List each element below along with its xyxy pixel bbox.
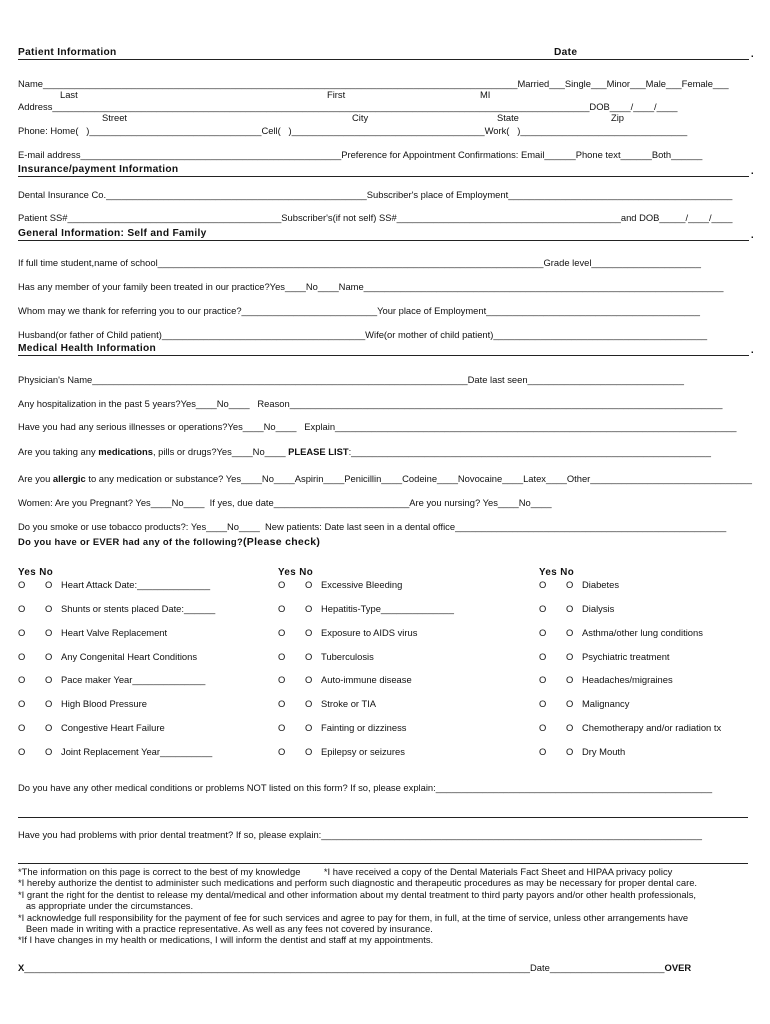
- condition-label: Excessive Bleeding: [321, 579, 403, 590]
- phone-field[interactable]: Phone: Home( )_________________________________Cell( )_____________________________________Work( )________________________________: [18, 125, 688, 136]
- condition-row: [278, 627, 417, 639]
- general-line-2[interactable]: Has any member of your family been treated in our practice?Yes____No____Name_____________________________________________________________________: [18, 281, 724, 292]
- no-radio[interactable]: O: [305, 674, 313, 685]
- other-conditions-line[interactable]: Do you have any other medical conditions or problems NOT listed on this form? If so, please explain:_____________________________________________________: [18, 782, 713, 793]
- general-header: General Information: Self and Family .: [18, 228, 754, 241]
- condition-row: [278, 746, 405, 758]
- yes-radio[interactable]: O: [539, 603, 547, 614]
- condition-label: Exposure to AIDS virus: [321, 627, 418, 638]
- condition-label: Any Congenital Heart Conditions: [61, 651, 198, 662]
- condition-label: High Blood Pressure: [61, 698, 147, 709]
- condition-row: [18, 698, 147, 710]
- condition-label: Stroke or TIA: [321, 698, 377, 709]
- insurance-line-1[interactable]: Dental Insurance Co.__________________________________________________Subscriber's place of Employment___________________________________________: [18, 189, 733, 200]
- yes-radio[interactable]: O: [18, 722, 26, 733]
- condition-row: [18, 722, 165, 734]
- condition-row: [18, 746, 212, 758]
- no-radio[interactable]: O: [566, 746, 574, 757]
- note-5: *I acknowledge full responsibility for the payment of fee for such services and agree to pay for them, in full, at the time of service, unless other arrangements have: [18, 911, 689, 923]
- section-title-patient: Patient Information: [18, 47, 117, 58]
- no-radio[interactable]: O: [45, 579, 53, 590]
- condition-row: [18, 627, 167, 639]
- col3-yes-no-header: Yes No: [539, 567, 575, 578]
- condition-label: Auto-immune disease: [321, 674, 412, 685]
- yes-radio[interactable]: O: [539, 746, 547, 757]
- note-2: *I hereby authorize the dentist to administer such medications and perform such diagnostic and therapeutic procedures as may be necessary for proper dental care.: [18, 877, 698, 889]
- section-title-medical: Medical Health Information: [18, 343, 156, 354]
- condition-label: Heart Valve Replacement: [61, 627, 168, 638]
- yes-radio[interactable]: O: [18, 698, 26, 709]
- no-radio[interactable]: O: [305, 627, 313, 638]
- no-radio[interactable]: O: [45, 698, 53, 709]
- no-radio[interactable]: O: [305, 603, 313, 614]
- condition-row: [539, 722, 721, 734]
- condition-row: [18, 674, 205, 686]
- condition-label: Joint Replacement Year__________: [61, 746, 213, 757]
- insurance-line-2[interactable]: Patient SS#_________________________________________Subscriber's(if not self) SS#___________________________________________and DOB_____/____/____: [18, 212, 733, 223]
- general-line-3[interactable]: Whom may we thank for referring you to our practice?__________________________Your place of Employment_________________________________________: [18, 305, 700, 316]
- yes-radio[interactable]: O: [278, 579, 286, 590]
- condition-label: Malignancy: [582, 698, 630, 709]
- condition-label: Congestive Heart Failure: [61, 722, 165, 733]
- medical-line-4[interactable]: Are you taking any medications, pills or drugs?Yes____No____ PLEASE LIST:_____________________________________________________________________: [18, 446, 711, 457]
- over-label: OVER: [664, 962, 692, 973]
- condition-row: [539, 674, 673, 686]
- condition-label: Pace maker Year______________: [61, 674, 206, 685]
- yes-radio[interactable]: O: [539, 674, 547, 685]
- no-radio[interactable]: O: [45, 603, 53, 614]
- no-radio[interactable]: O: [305, 722, 313, 733]
- yes-radio[interactable]: O: [539, 627, 547, 638]
- sub-first: First: [327, 89, 346, 100]
- date-label: Date: [554, 47, 578, 58]
- medical-header: Medical Health Information .: [18, 343, 754, 356]
- yes-radio[interactable]: O: [539, 698, 547, 709]
- signature-x: X: [18, 962, 25, 973]
- note-7: *If I have changes in my health or medications, I will inform the dentist and staff at my appointments.: [18, 934, 434, 946]
- condition-row: [278, 674, 412, 686]
- sub-zip: Zip: [611, 112, 625, 123]
- no-radio[interactable]: O: [45, 674, 53, 685]
- condition-label: Psychiatric treatment: [582, 651, 670, 662]
- note-3: *I grant the right for the dentist to release my dental/medical and other information about my dental treatment to third party payors and/or other health professionals,: [18, 888, 696, 900]
- no-radio[interactable]: O: [305, 698, 313, 709]
- condition-label: Headaches/migraines: [582, 674, 673, 685]
- condition-row: [539, 603, 614, 615]
- condition-row: [18, 651, 197, 663]
- signature-date-rule: _________________________________________________________________________________________________Date______________________: [24, 962, 665, 973]
- sub-city: City: [352, 112, 369, 123]
- condition-row: [539, 579, 619, 591]
- yes-radio[interactable]: O: [18, 651, 26, 662]
- note-4: as appropriate under the circumstances.: [18, 900, 194, 912]
- medical-line-6[interactable]: Women: Are you Pregnant? Yes____No____ If yes, due date__________________________Are you nursing? Yes____No____: [18, 497, 552, 508]
- condition-row: [278, 603, 454, 615]
- yes-radio[interactable]: O: [18, 627, 26, 638]
- yes-radio[interactable]: O: [278, 746, 286, 757]
- no-radio[interactable]: O: [566, 627, 574, 638]
- condition-row: [539, 746, 625, 758]
- yes-radio[interactable]: O: [18, 674, 26, 685]
- yes-radio[interactable]: O: [18, 579, 26, 590]
- condition-row: [539, 627, 703, 639]
- name-field[interactable]: Name___________________________________________________________________________________________Married___Single___Minor___Male___Female___: [18, 78, 729, 89]
- patient-info-header: Patient Information Date .: [18, 47, 754, 60]
- note-6: Been made in writing with a practice representative. As well as any fees not covered by insurance.: [18, 923, 433, 935]
- section-title-general: General Information: Self and Family: [18, 228, 207, 239]
- condition-label: Epilepsy or seizures: [321, 746, 405, 757]
- medical-line-3[interactable]: Have you had any serious illnesses or operations?Yes____No____ Explain_____________________________________________________________________________: [18, 421, 737, 432]
- yes-radio[interactable]: O: [539, 651, 547, 662]
- no-radio[interactable]: O: [45, 627, 53, 638]
- address-field[interactable]: Address_______________________________________________________________________________________________________DOB____/____/____: [18, 101, 678, 112]
- condition-label: Fainting or dizziness: [321, 722, 407, 733]
- col2-yes-no-header: Yes No: [278, 567, 314, 578]
- medical-line-7[interactable]: Do you smoke or use tobacco products?: Yes____No____ New patients: Date last seen in a dental office____________________________________________________: [18, 521, 727, 532]
- medical-line-5[interactable]: Are you allergic to any medication or substance? Yes____No____Aspirin____Penicillin____Codeine____Novocaine____Latex____Other_______________________________: [18, 473, 752, 484]
- condition-label: Hepatitis-Type______________: [321, 603, 454, 614]
- yes-radio[interactable]: O: [278, 603, 286, 614]
- yes-radio[interactable]: O: [278, 698, 286, 709]
- no-radio[interactable]: O: [566, 722, 574, 733]
- condition-label: Chemotherapy and/or radiation tx: [582, 722, 722, 733]
- no-radio[interactable]: O: [45, 651, 53, 662]
- consent-notes: [18, 866, 758, 946]
- no-radio[interactable]: O: [566, 603, 574, 614]
- no-radio[interactable]: O: [305, 651, 313, 662]
- condition-label: Dry Mouth: [582, 746, 626, 757]
- condition-label: Asthma/other lung conditions: [582, 627, 703, 638]
- condition-row: [18, 579, 210, 591]
- signature-line[interactable]: [18, 962, 752, 974]
- blank-line-1[interactable]: [18, 806, 748, 818]
- medical-line-2[interactable]: Any hospitalization in the past 5 years?Yes____No____ Reason___________________________________________________________________________________: [18, 398, 723, 409]
- yes-radio[interactable]: O: [278, 627, 286, 638]
- note-1: *The information on this page is correct to the best of my knowledge *I have received a copy of the Dental Materials Fact Sheet and HIPAA privacy policy: [18, 866, 673, 877]
- blank-line-2[interactable]: [18, 852, 748, 864]
- section-title-insurance: Insurance/payment Information: [18, 164, 179, 175]
- sub-last: Last: [60, 89, 78, 100]
- condition-row: [278, 579, 402, 591]
- yes-radio[interactable]: O: [539, 579, 547, 590]
- condition-label: Shunts or stents placed Date:______: [61, 603, 216, 614]
- general-line-4[interactable]: Husband(or father of Child patient)_______________________________________Wife(or mother of child patient)_________________________________________: [18, 329, 708, 340]
- prior-treatment-line[interactable]: Have you had problems with prior dental treatment? If so, please explain:_________________________________________________________________________: [18, 829, 702, 840]
- sub-street: Street: [102, 112, 128, 123]
- no-radio[interactable]: O: [45, 722, 53, 733]
- sub-state: State: [497, 112, 519, 123]
- yes-radio[interactable]: O: [278, 722, 286, 733]
- condition-label: Tuberculosis: [321, 651, 374, 662]
- no-radio[interactable]: O: [566, 698, 574, 709]
- condition-label: Heart Attack Date:______________: [61, 579, 211, 590]
- no-radio[interactable]: O: [566, 651, 574, 662]
- insurance-header: Insurance/payment Information .: [18, 164, 754, 177]
- no-radio[interactable]: O: [45, 746, 53, 757]
- condition-row: [278, 651, 374, 663]
- col1-yes-no-header: Yes No: [18, 567, 54, 578]
- no-radio[interactable]: O: [305, 746, 313, 757]
- yes-radio[interactable]: O: [278, 674, 286, 685]
- email-field[interactable]: E-mail address__________________________________________________Preference for Appointment Confirmations: Email______Phone text______Both______: [18, 149, 703, 160]
- checklist-prompt: Do you have or EVER had any of the following?(Please check): [18, 536, 321, 548]
- condition-row: [539, 698, 629, 710]
- yes-radio[interactable]: O: [278, 651, 286, 662]
- condition-row: [278, 722, 406, 734]
- condition-row: [18, 603, 215, 615]
- yes-radio[interactable]: O: [18, 603, 26, 614]
- no-radio[interactable]: O: [566, 674, 574, 685]
- general-line-1[interactable]: If full time student,name of school__________________________________________________________________________Grade level_____________________: [18, 257, 701, 268]
- sub-mi: MI: [480, 89, 491, 100]
- condition-label: Diabetes: [582, 579, 620, 590]
- no-radio[interactable]: O: [566, 579, 574, 590]
- condition-row: [278, 698, 376, 710]
- yes-radio[interactable]: O: [539, 722, 547, 733]
- yes-radio[interactable]: O: [18, 746, 26, 757]
- no-radio[interactable]: O: [305, 579, 313, 590]
- condition-label: Dialysis: [582, 603, 615, 614]
- medical-line-1[interactable]: Physician's Name________________________________________________________________________Date last seen______________________________: [18, 374, 684, 385]
- condition-row: [539, 651, 670, 663]
